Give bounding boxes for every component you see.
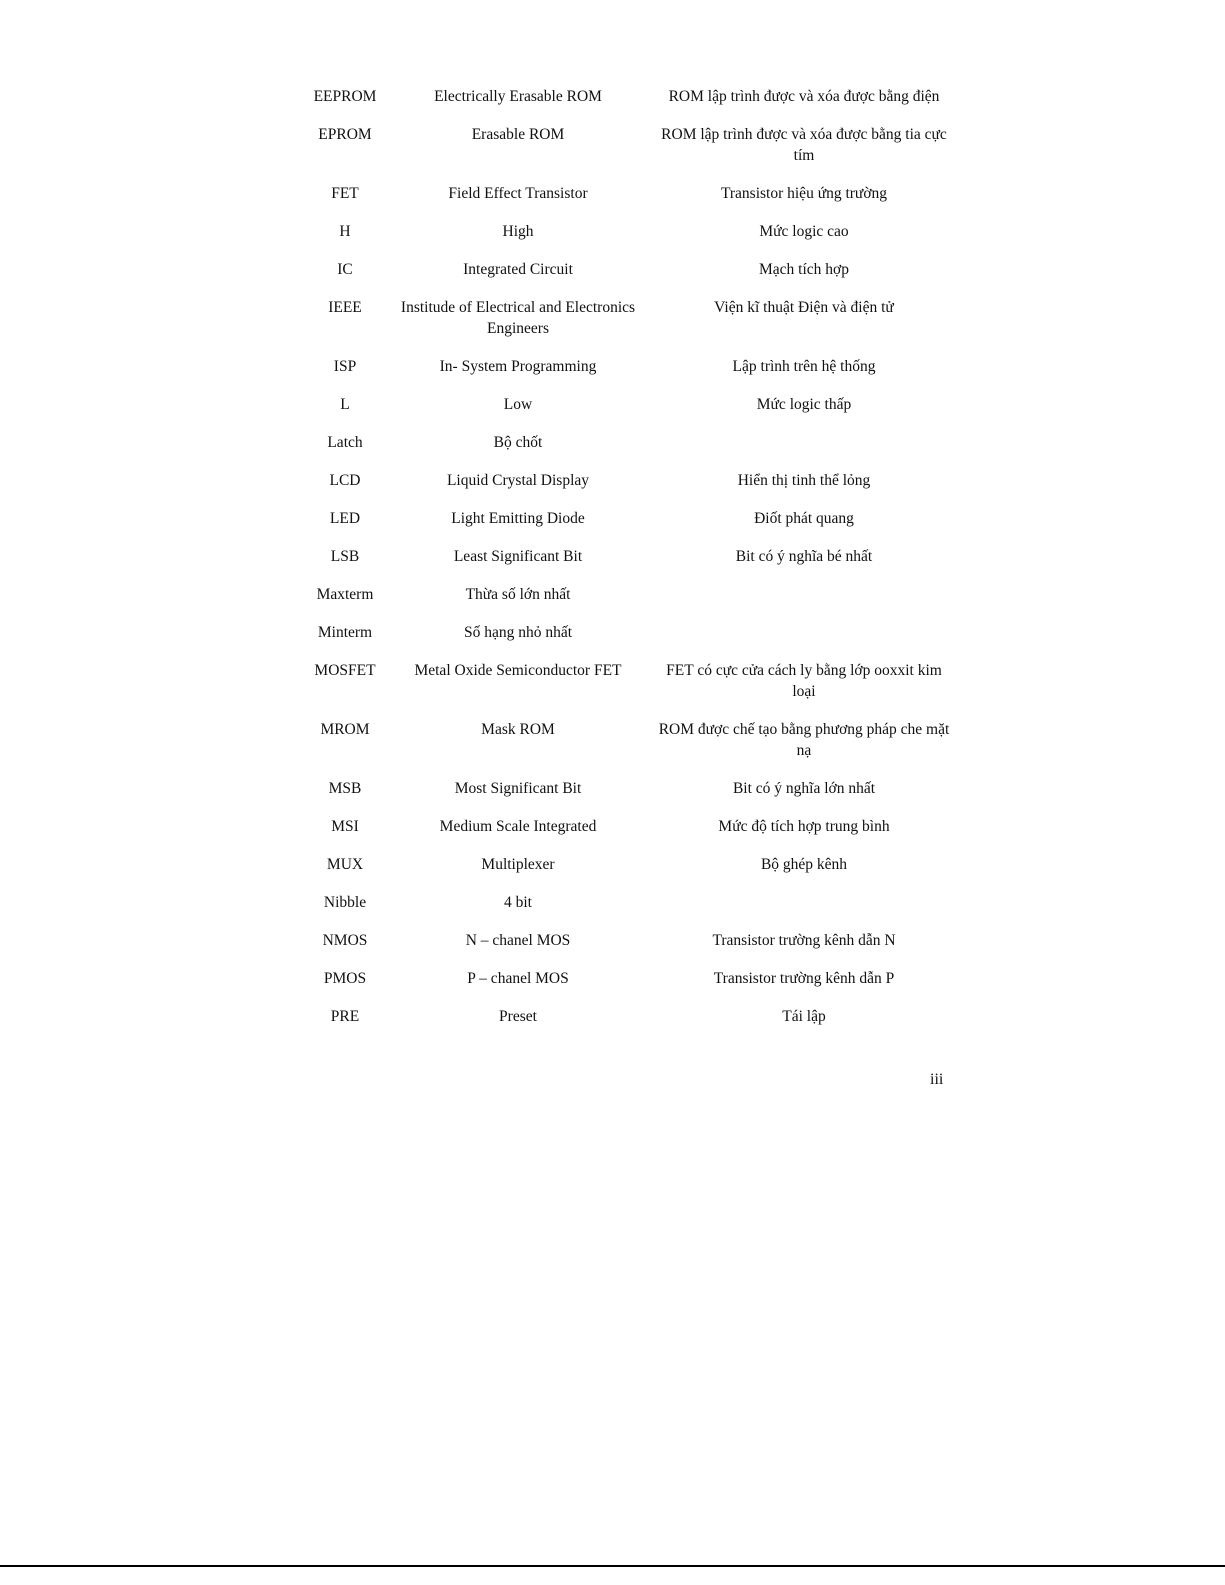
table-row: [307, 578, 955, 616]
abbreviation-cell: PRE: [330, 1008, 360, 1025]
english-term-cell: Field Effect Transistor: [448, 185, 588, 202]
page-number: iii: [930, 1071, 944, 1088]
abbreviation-cell: Maxterm: [316, 586, 374, 603]
bottom-rule: [0, 1565, 1225, 1567]
abbreviation-cell: MUX: [326, 856, 364, 873]
vietnamese-term-cell: Transistor hiệu ứng trường: [720, 185, 888, 202]
vietnamese-term-cell: Hiển thị tinh thể lỏng: [737, 472, 871, 489]
table-row: [307, 291, 955, 350]
abbreviation-cell: LSB: [330, 548, 360, 565]
table-row: [307, 388, 955, 426]
abbreviation-cell: FET: [331, 185, 359, 202]
abbreviation-cell: IC: [337, 261, 353, 278]
english-term-cell: Medium Scale Integrated: [439, 818, 597, 835]
abbreviation-cell: IEEE: [328, 299, 362, 316]
english-term-cell: 4 bit: [504, 894, 532, 911]
english-term-cell: Thừa số lớn nhất: [465, 586, 571, 603]
english-term-cell: Least Significant Bit: [453, 548, 583, 565]
vietnamese-term-cell: Mức độ tích hợp trung bình: [718, 818, 890, 835]
abbreviation-cell: LCD: [329, 472, 361, 489]
abbreviation-cell: L: [340, 396, 350, 413]
vietnamese-term-cell: Mức logic thấp: [756, 396, 852, 413]
abbreviation-cell: Latch: [327, 434, 363, 451]
abbreviation-cell: PMOS: [323, 970, 367, 987]
abbreviation-cell: MSI: [331, 818, 359, 835]
vietnamese-term-cell: [653, 578, 955, 616]
english-term-cell: Preset: [499, 1008, 537, 1025]
table-row: [307, 253, 955, 291]
vietnamese-term-cell: Bit có ý nghĩa lớn nhất: [732, 780, 876, 797]
english-term-cell: Multiplexer: [481, 856, 555, 873]
vietnamese-term-cell: Mạch tích hợp: [759, 261, 849, 278]
table-row: [307, 654, 955, 713]
english-term-cell: In- System Programming: [439, 358, 597, 375]
abbreviation-table-body: [307, 80, 955, 1038]
vietnamese-term-cell: ROM lập trình được và xóa được bằng tia cực tím: [661, 126, 947, 164]
table-row: [307, 772, 955, 810]
abbreviation-cell: EPROM: [318, 126, 372, 143]
vietnamese-term-cell: Viện kĩ thuật Điện và điện tử: [714, 299, 894, 316]
english-term-cell: Số hạng nhỏ nhất: [463, 624, 573, 641]
abbreviation-cell: H: [339, 223, 351, 240]
table-row: [307, 118, 955, 177]
vietnamese-term-cell: ROM lập trình được và xóa được bằng điện: [668, 88, 940, 105]
abbreviation-cell: MSB: [328, 780, 362, 797]
english-term-cell: Mask ROM: [481, 721, 555, 738]
english-term-cell: Light Emitting Diode: [451, 510, 585, 527]
vietnamese-term-cell: Bit có ý nghĩa bé nhất: [735, 548, 873, 565]
table-row: [307, 848, 955, 886]
english-term-cell: Low: [503, 396, 533, 413]
english-term-cell: Most Significant Bit: [454, 780, 582, 797]
english-term-cell: Metal Oxide Semiconductor FET: [414, 662, 622, 679]
abbreviation-cell: EEPROM: [313, 88, 377, 105]
table-row: [307, 215, 955, 253]
abbreviation-table: [307, 80, 955, 1038]
table-row: [307, 886, 955, 924]
table-row: [307, 80, 955, 118]
table-row: [307, 426, 955, 464]
abbreviation-cell: Minterm: [317, 624, 373, 641]
abbreviation-cell: MOSFET: [314, 662, 376, 679]
table-row: [307, 177, 955, 215]
english-term-cell: High: [502, 223, 534, 240]
table-row: [307, 810, 955, 848]
table-row: [307, 540, 955, 578]
vietnamese-term-cell: Transistor trường kênh dẫn N: [712, 932, 896, 949]
table-row: [307, 713, 955, 772]
table-row: [307, 962, 955, 1000]
abbreviation-cell: Nibble: [323, 894, 367, 911]
table-row: [307, 350, 955, 388]
vietnamese-term-cell: Mức logic cao: [759, 223, 849, 240]
vietnamese-term-cell: Transistor trường kênh dẫn P: [713, 970, 895, 987]
vietnamese-term-cell: FET có cực cửa cách ly bằng lớp ooxxit kim loại: [666, 662, 942, 700]
vietnamese-term-cell: [653, 886, 955, 924]
vietnamese-term-cell: Tái lập: [782, 1008, 826, 1025]
english-term-cell: Erasable ROM: [471, 126, 565, 143]
vietnamese-term-cell: ROM được chế tạo bằng phương pháp che mặt nạ: [658, 721, 950, 759]
vietnamese-term-cell: [653, 616, 955, 654]
table-row: [307, 502, 955, 540]
abbreviation-cell: LED: [329, 510, 361, 527]
abbreviation-cell: MROM: [320, 721, 370, 738]
vietnamese-term-cell: Lập trình trên hệ thống: [732, 358, 876, 375]
english-term-cell: Electrically Erasable ROM: [434, 88, 602, 105]
abbreviation-cell: ISP: [333, 358, 357, 375]
english-term-cell: Integrated Circuit: [463, 261, 573, 278]
english-term-cell: Liquid Crystal Display: [446, 472, 590, 489]
table-row: [307, 616, 955, 654]
vietnamese-term-cell: [653, 426, 955, 464]
abbreviation-cell: NMOS: [322, 932, 368, 949]
english-term-cell: P – chanel MOS: [467, 970, 569, 987]
table-row: [307, 924, 955, 962]
english-term-cell: Institude of Electrical and Electronics Engineers: [400, 299, 636, 337]
table-row: [307, 1000, 955, 1038]
vietnamese-term-cell: Điốt phát quang: [754, 510, 854, 527]
english-term-cell: N – chanel MOS: [465, 932, 571, 949]
english-term-cell: Bộ chốt: [493, 434, 543, 451]
vietnamese-term-cell: Bộ ghép kênh: [760, 856, 848, 873]
table-row: [307, 464, 955, 502]
